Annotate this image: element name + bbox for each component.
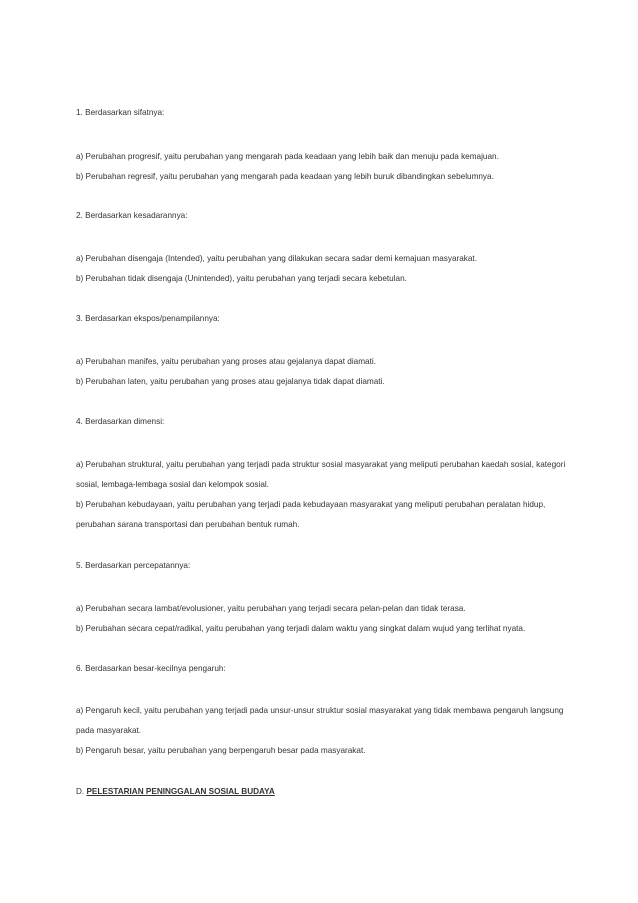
section-d-prefix: D. — [76, 787, 87, 796]
section-4-item-a-line-2: sosial, lembaga-lembaga sosial dan kelompok sosial. — [76, 480, 269, 489]
section-3-heading: 3. Berdasarkan ekspos/penampilannya: — [76, 314, 220, 323]
section-d-title: PELESTARIAN PENINGGALAN SOSIAL BUDAYA — [86, 787, 275, 796]
section-1-heading: 1. Berdasarkan sifatnya: — [76, 108, 165, 117]
section-2-heading: 2. Berdasarkan kesadarannya: — [76, 211, 188, 220]
section-1-item-b: b) Perubahan regresif, yaitu perubahan yang mengarah pada keadaan yang lebih buruk dibandingkan sebelumnya. — [76, 172, 494, 181]
section-4-item-a-line-1: a) Perubahan struktural, yaitu perubahan yang terjadi pada struktur sosial masyarakat yang meliputi perubahan kaedah sosial, kategori — [76, 460, 566, 469]
section-4-item-b-line-1: b) Perubahan kebudayaan, yaitu perubahan yang terjadi pada kebudayaan masyarakat yang meliputi perubahan peralatan hidup, — [76, 500, 546, 509]
section-5-item-b: b) Perubahan secara cepat/radikal, yaitu perubahan yang terjadi dalam waktu yang singkat dalam wujud yang terlihat nyata. — [76, 624, 526, 633]
section-6-item-a-line-2: pada masyarakat. — [76, 726, 142, 735]
section-2-item-a: a) Perubahan disengaja (Intended), yaitu perubahan yang dilakukan secara sadar demi kemajuan masyarakat. — [76, 254, 477, 263]
section-6-heading: 6. Berdasarkan besar-kecilnya pengaruh: — [76, 664, 226, 673]
section-6-item-b: b) Pengaruh besar, yaitu perubahan yang berpengaruh besar pada masyarakat. — [76, 746, 366, 755]
section-5-heading: 5. Berdasarkan percepatannya: — [76, 561, 191, 570]
section-1-item-a: a) Perubahan progresif, yaitu perubahan yang mengarah pada keadaan yang lebih baik dan menuju pada kemajuan. — [76, 152, 499, 161]
section-5-item-a: a) Perubahan secara lambat/evolusioner, yaitu perubahan yang terjadi secara pelan-pelan dan tidak terasa. — [76, 604, 466, 613]
section-d-heading — [76, 787, 275, 797]
section-3-item-a: a) Perubahan manifes, yaitu perubahan yang proses atau gejalanya dapat diamati. — [76, 357, 376, 366]
section-3-item-b: b) Perubahan laten, yaitu perubahan yang proses atau gejalanya tidak dapat diamati. — [76, 377, 385, 386]
section-4-item-b-line-2: perubahan sarana transportasi dan perubahan bentuk rumah. — [76, 520, 300, 529]
section-6-item-a-line-1: a) Pengaruh kecil, yaitu perubahan yang terjadi pada unsur-unsur struktur sosial masyarakat yang tidak membawa pengaruh langsung — [76, 706, 564, 715]
section-2-item-b: b) Perubahan tidak disengaja (Unintended), yaitu perubahan yang terjadi secara kebetulan. — [76, 274, 407, 283]
section-4-heading: 4. Berdasarkan dimensi: — [76, 417, 165, 426]
